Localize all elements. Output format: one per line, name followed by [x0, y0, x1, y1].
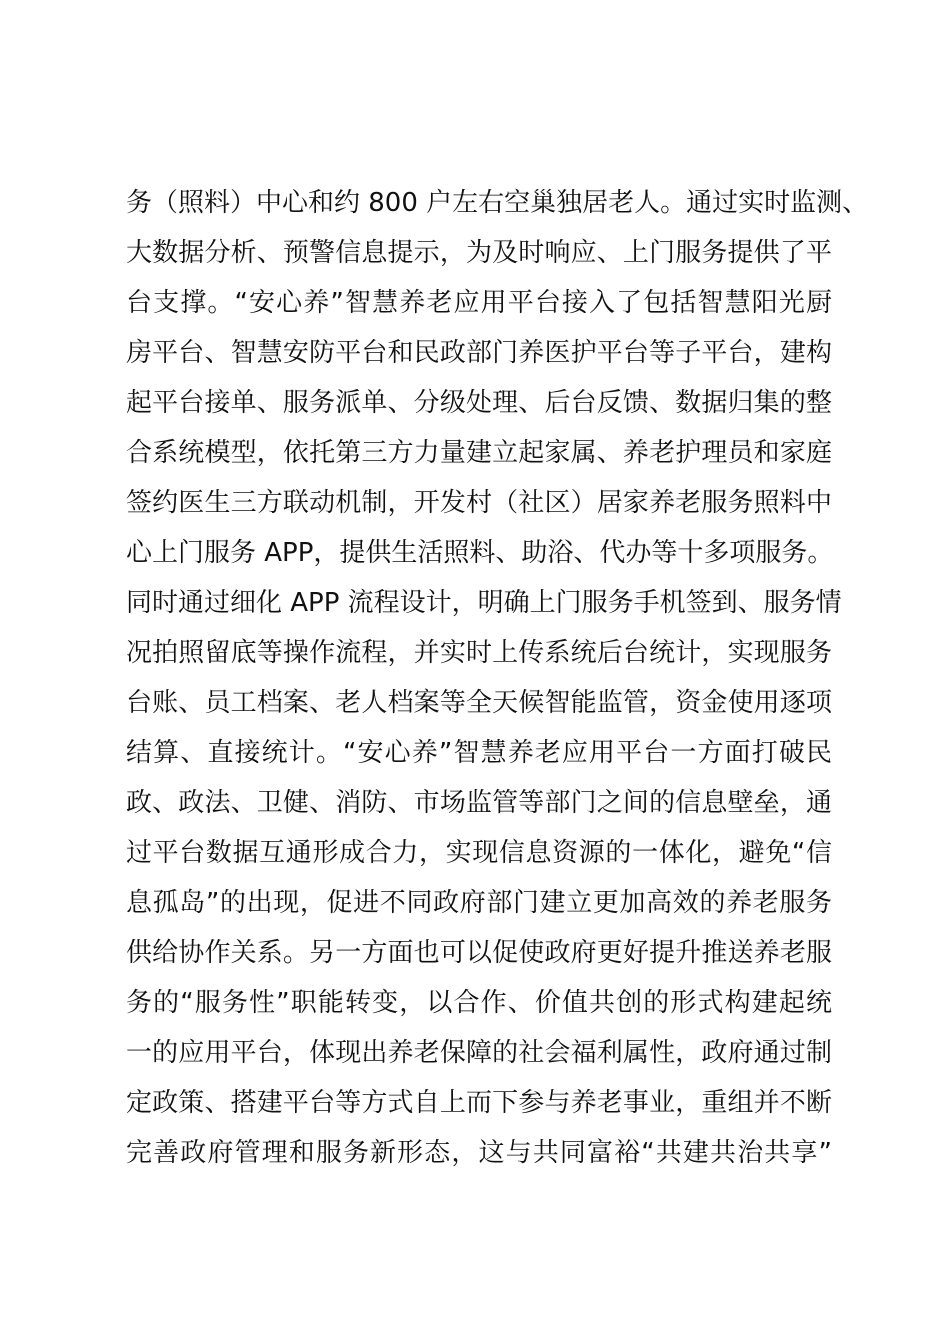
text-line: 结算、直接统计。“安心养”智慧养老应用平台一方面打破民 — [126, 738, 832, 768]
text-line: 政、政法、卫健、消防、市场监管等部门之间的信息壁垒，通 — [126, 788, 832, 818]
text-line: 签约医生三方联动机制，开发村（社区）居家养老服务照料中 — [126, 488, 832, 518]
text-line: 完善政府管理和服务新形态，这与共同富裕“共建共治共享” — [126, 1138, 832, 1168]
text-line: 台支撑。“安心养”智慧养老应用平台接入了包括智慧阳光厨 — [126, 288, 832, 318]
text-line: 务（照料）中心和约 800 户左右空巢独居老人。通过实时监测、 — [126, 188, 869, 218]
text-line: 合系统模型，依托第三方力量建立起家属、养老护理员和家庭 — [126, 438, 832, 468]
text-line: 起平台接单、服务派单、分级处理、后台反馈、数据归集的整 — [126, 388, 832, 418]
body-paragraph — [126, 178, 869, 1178]
text-line: 大数据分析、预警信息提示，为及时响应、上门服务提供了平 — [126, 238, 832, 268]
text-line: 况拍照留底等操作流程，并实时上传系统后台统计，实现服务 — [126, 638, 832, 668]
text-line: 同时通过细化 APP 流程设计，明确上门服务手机签到、服务情 — [126, 588, 842, 618]
text-line: 心上门服务 APP，提供生活照料、助浴、代办等十多项服务。 — [126, 538, 834, 568]
text-line: 定政策、搭建平台等方式自上而下参与养老事业，重组并不断 — [126, 1088, 832, 1118]
text-line: 供给协作关系。另一方面也可以促使政府更好提升推送养老服 — [126, 938, 832, 968]
text-line: 息孤岛”的出现，促进不同政府部门建立更加高效的养老服务 — [126, 888, 832, 918]
text-line: 一的应用平台，体现出养老保障的社会福利属性，政府通过制 — [126, 1038, 832, 1068]
text-line: 房平台、智慧安防平台和民政部门养医护平台等子平台，建构 — [126, 338, 832, 368]
text-line: 务的“服务性”职能转变，以合作、价值共创的形式构建起统 — [126, 988, 832, 1018]
text-line: 台账、员工档案、老人档案等全天候智能监管，资金使用逐项 — [126, 688, 832, 718]
text-line: 过平台数据互通形成合力，实现信息资源的一体化，避免“信 — [126, 838, 832, 868]
